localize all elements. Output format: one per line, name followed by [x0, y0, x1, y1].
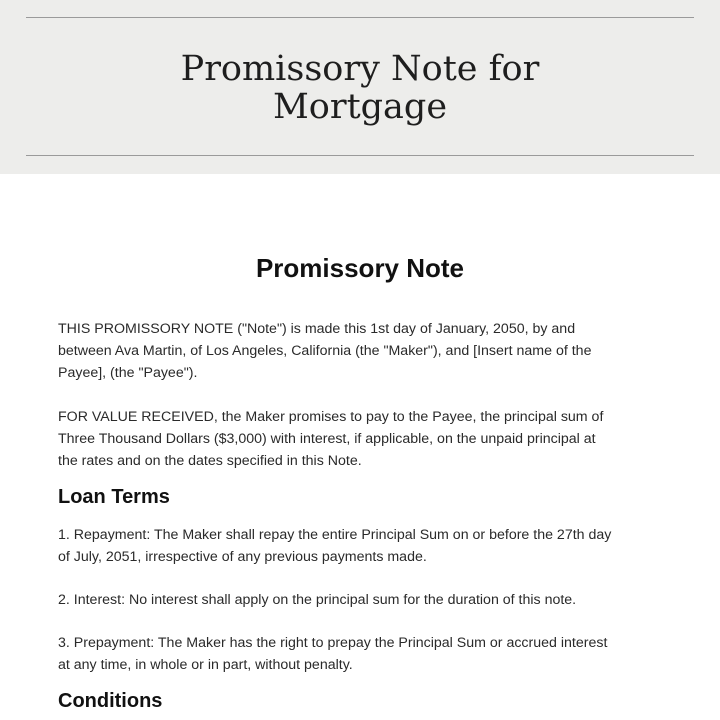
document-title: Promissory Note [255, 253, 465, 283]
conditions-heading: Conditions [58, 690, 163, 712]
loan-terms-heading: Loan Terms [58, 486, 170, 508]
header-bottom-rule [26, 155, 694, 156]
intro-line: between Ava Martin, of Los Angeles, California (the "Maker"), and [Insert name of the [58, 343, 592, 359]
header-title-line-2: Mortgage [272, 87, 448, 127]
prepayment-line: 3. Prepayment: The Maker has the right to prepay the Principal Sum or accrued interest [58, 635, 608, 651]
interest-clause [58, 589, 670, 611]
value-received-line: FOR VALUE RECEIVED, the Maker promises to pay to the Payee, the principal sum of [58, 409, 604, 425]
header-title [0, 50, 720, 126]
repayment-line: of July, 2051, irrespective of any previous payments made. [58, 549, 427, 565]
header-top-rule [26, 17, 694, 18]
value-received-paragraph [58, 406, 670, 472]
header-title-line-1: Promissory Note for [180, 49, 540, 89]
prepayment-line: at any time, in whole or in part, without penalty. [58, 657, 353, 673]
prepayment-clause [58, 632, 670, 676]
intro-line: THIS PROMISSORY NOTE ("Note") is made this 1st day of January, 2050, by and [58, 321, 576, 337]
intro-paragraph [58, 318, 670, 384]
value-received-line: Three Thousand Dollars ($3,000) with interest, if applicable, on the unpaid principal at [58, 431, 596, 447]
interest-line: 2. Interest: No interest shall apply on the principal sum for the duration of this note. [58, 592, 577, 608]
intro-line: Payee], (the "Payee"). [58, 365, 198, 381]
repayment-line: 1. Repayment: The Maker shall repay the entire Principal Sum on or before the 27th day [58, 527, 612, 543]
header-banner [0, 0, 720, 174]
value-received-line: the rates and on the dates specified in this Note. [58, 453, 362, 469]
repayment-clause [58, 524, 670, 568]
